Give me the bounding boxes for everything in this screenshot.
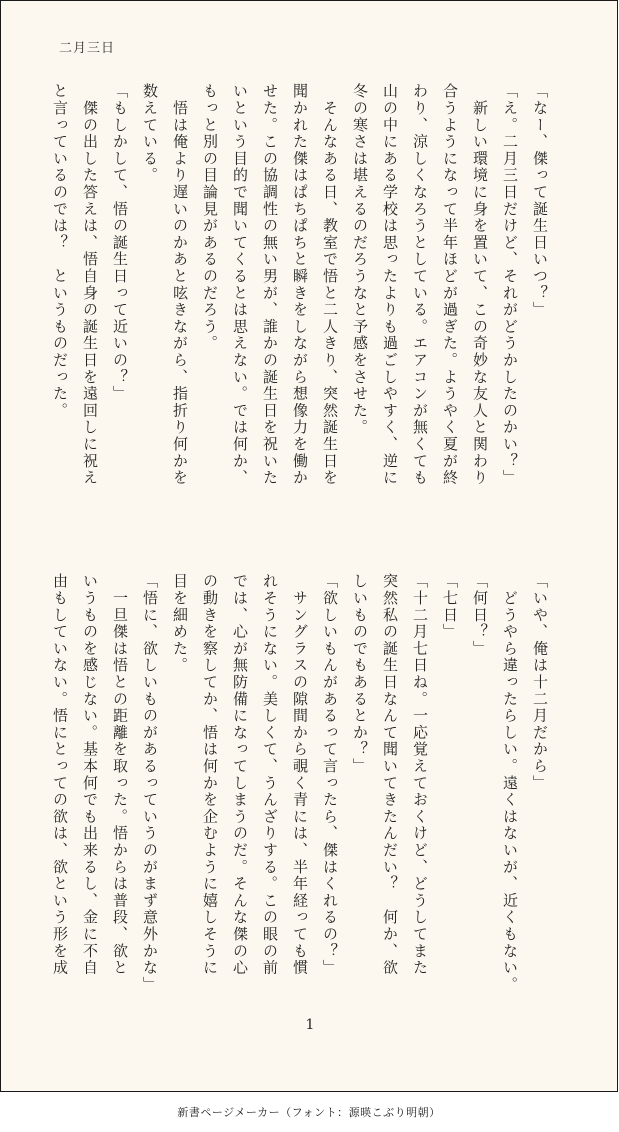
- text-line: せた。この協調性の無い男が、誰かの誕生日を祝いた: [261, 83, 279, 487]
- upper-text-block: [51, 83, 555, 553]
- text-line: サングラスの隙間から覗く青には、半年経っても慣: [291, 573, 309, 977]
- text-line: いという目的で聞いてくるとは思えない。では何か、: [231, 83, 249, 487]
- text-line: れそうにない。美しくて、うんざりする。この眼の前: [261, 573, 279, 977]
- footer-credit: 新書ページメーカー（フォント：源暎こぶり明朝）: [177, 1106, 441, 1119]
- text-line: 新しい環境に身を置いて、この奇妙な友人と関わり: [471, 83, 489, 487]
- text-line: しいものでもあるとか？」: [351, 573, 369, 775]
- text-line: そんなある日、教室で悟と二人きり、突然誕生日を: [321, 83, 339, 487]
- text-line: の動きを察してか、悟は何かを企むように嬉しそうに: [201, 573, 219, 977]
- text-line: 「十二月七日ね。一応覚えておくけど、どうしてまた: [411, 573, 429, 977]
- text-line: 悟は俺より遅いのかあと呟きながら、指折り何かを: [171, 83, 189, 487]
- text-line: 一旦傑は悟との距離を取った。悟からは普段、欲と: [111, 573, 129, 977]
- text-line: 傑の出した答えは、悟自身の誕生日を遠回しに祝え: [81, 83, 99, 487]
- text-line: 目を細めた。: [171, 573, 189, 674]
- text-line: 「え。二月三日だけど、それがどうかしたのかい？」: [501, 83, 519, 487]
- text-line: もっと別の目論見があるのだろう。: [201, 83, 219, 352]
- text-line: では、心が無防備になってしまうのだ。そんな傑の心: [231, 573, 249, 977]
- text-line: いうものを感じない。基本何でも出来るし、金に不自: [81, 573, 99, 977]
- text-line: 「なー、傑って誕生日いつ？」: [531, 83, 549, 319]
- text-line: わり、涼しくなろうとしている。エアコンが無くても: [411, 83, 429, 487]
- text-line: 合うようになって半年ほどが過ぎた。ようやく夏が終: [441, 83, 459, 487]
- text-line: 数えている。: [141, 83, 159, 184]
- lower-text-block: [51, 573, 555, 993]
- chapter-title: 二月三日: [59, 41, 116, 56]
- text-line: 「いや、俺は十二月だから」: [531, 573, 549, 792]
- text-line: どうやら違ったらしい。遠くはないが、近くもない。: [501, 573, 519, 993]
- text-line: 「悟に、欲しいものがあるっていうのがまず意外かな」: [141, 573, 159, 993]
- text-line: 由もしていない。悟にとっての欲は、欲という形を成: [51, 573, 69, 977]
- text-line: 「何日？」: [471, 573, 489, 657]
- text-line: と言っているのでは？ というものだった。: [51, 83, 69, 419]
- text-line: 山の中にある学校は思ったよりも過ごしやすく、逆に: [381, 83, 399, 487]
- text-line: 「欲しいもんがあるって言ったら、傑はくれるの？」: [321, 573, 339, 977]
- text-line: 突然私の誕生日なんて聞いてきたんだい？ 何か、欲: [381, 573, 399, 977]
- text-line: 冬の寒さは堪えるのだろうなと予感をさせた。: [351, 83, 369, 436]
- page-number: 1: [305, 1017, 315, 1033]
- text-line: 「七日」: [441, 573, 459, 641]
- text-line: 聞かれた傑はぱちぱちと瞬きをしながら想像力を働か: [291, 83, 309, 487]
- text-line: 「もしかして、悟の誕生日って近いの？」: [111, 83, 129, 403]
